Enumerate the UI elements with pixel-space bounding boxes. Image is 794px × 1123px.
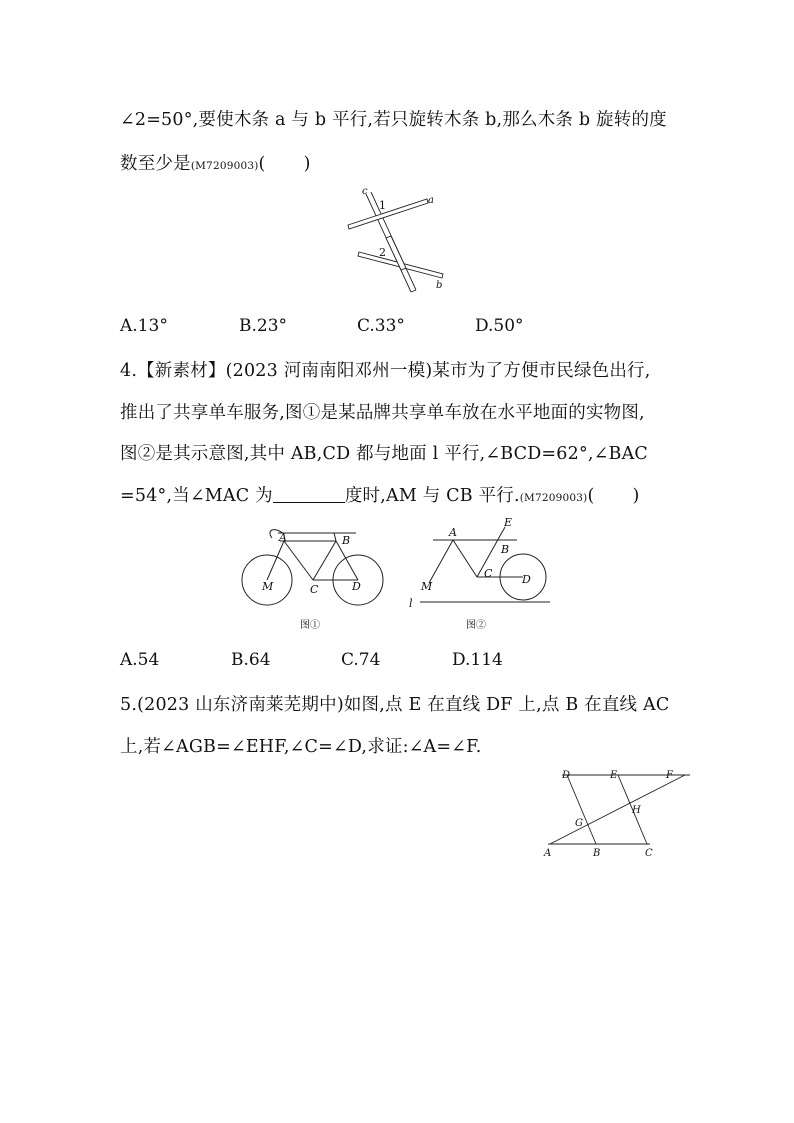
q4-question-code: (M7209003): [519, 492, 588, 504]
q5-text-line-1: 5.(2023 山东济南莱芜期中)如图,点 E 在直线 DF 上,点 B 在直线 AC: [120, 695, 670, 715]
fig1-label-c: C: [310, 583, 319, 596]
angle-1-label: 1: [379, 199, 386, 212]
q5-label-c: C: [645, 848, 653, 859]
q4-figure-1-caption: 图①: [300, 620, 320, 631]
line-db: [567, 775, 596, 844]
fig1-label-a: A: [279, 531, 287, 544]
q4-text-line-3: 图②是其示意图,其中 AB,CD 都与地面 l 平行,∠BCD=62°,∠BAC: [120, 444, 649, 464]
q3-option-d[interactable]: D.50°: [475, 316, 524, 336]
q4-figure-2-schematic: [405, 515, 555, 615]
angle-2-label: 2: [379, 246, 386, 259]
fig1-label-b: B: [342, 534, 351, 547]
q5-label-d: D: [562, 770, 571, 781]
q5-label-e: E: [610, 770, 618, 781]
q4-answer-paren-open: (: [587, 486, 595, 506]
q5-label-b: B: [593, 848, 601, 859]
q4-figure-1-bicycle: [238, 522, 386, 614]
q4-figure-2-caption: 图②: [466, 620, 486, 631]
q3-wood-strips-figure: [340, 182, 460, 294]
q4-option-b[interactable]: B.64: [231, 650, 271, 670]
strip-a: [348, 199, 428, 229]
q5-geometry-figure: [540, 765, 690, 861]
q5-label-f: F: [666, 770, 673, 781]
q3-option-a[interactable]: A.13°: [120, 316, 168, 336]
fig1-label-d: D: [352, 580, 361, 593]
line-af: [550, 775, 685, 844]
label-b: b: [436, 280, 443, 291]
q4-line-4-post: 度时,AM 与 CB 平行.: [344, 486, 520, 506]
q4-option-c[interactable]: C.74: [341, 650, 381, 670]
fig2-label-c: C: [484, 567, 493, 580]
q5-label-a: A: [544, 848, 552, 859]
q4-option-d[interactable]: D.114: [452, 650, 503, 670]
q3-option-c[interactable]: C.33°: [357, 316, 405, 336]
q3-text-line-2: [120, 150, 311, 175]
label-c: c: [362, 186, 368, 197]
q4-option-a[interactable]: A.54: [120, 650, 160, 670]
q4-text-line-2: 推出了共享单车服务,图①是某品牌共享单车放在水平地面的实物图,: [120, 403, 645, 423]
label-a: a: [428, 195, 434, 206]
q5-text-line-2: 上,若∠AGB=∠EHF,∠C=∠D,求证:∠A=∠F.: [120, 737, 482, 757]
q4-answer-blank[interactable]: [273, 486, 345, 503]
q4-line-4-pre: =54°,当∠MAC 为: [120, 486, 273, 506]
q3-answer-paren-close: ): [303, 154, 311, 174]
fig2-label-a: A: [449, 526, 457, 539]
q3-question-code: (M7209003): [190, 160, 259, 172]
q3-text-line-2-main: 数至少是: [120, 154, 191, 174]
fig2-label-d: D: [522, 573, 531, 586]
fig2-label-b: B: [501, 543, 510, 556]
q4-text-line-4: [120, 482, 640, 507]
q5-label-h: H: [632, 805, 641, 816]
q3-text-line-1: ∠2=50°,要使木条 a 与 b 平行,若只旋转木条 b,那么木条 b 旋转的度: [120, 110, 667, 130]
q3-answer-paren-open: (: [258, 154, 266, 174]
q3-option-b[interactable]: B.23°: [239, 316, 288, 336]
q4-text-line-1: 4.【新素材】(2023 河南南阳邓州一模)某市为了方便市民绿色出行,: [120, 361, 651, 381]
fig2-label-e: E: [504, 516, 513, 529]
fig1-label-m: M: [262, 580, 274, 593]
q5-label-g: G: [575, 818, 583, 829]
fig2-label-m: M: [421, 580, 433, 593]
fig2-label-l: l: [409, 597, 413, 610]
q4-answer-paren-close: ): [632, 486, 640, 506]
